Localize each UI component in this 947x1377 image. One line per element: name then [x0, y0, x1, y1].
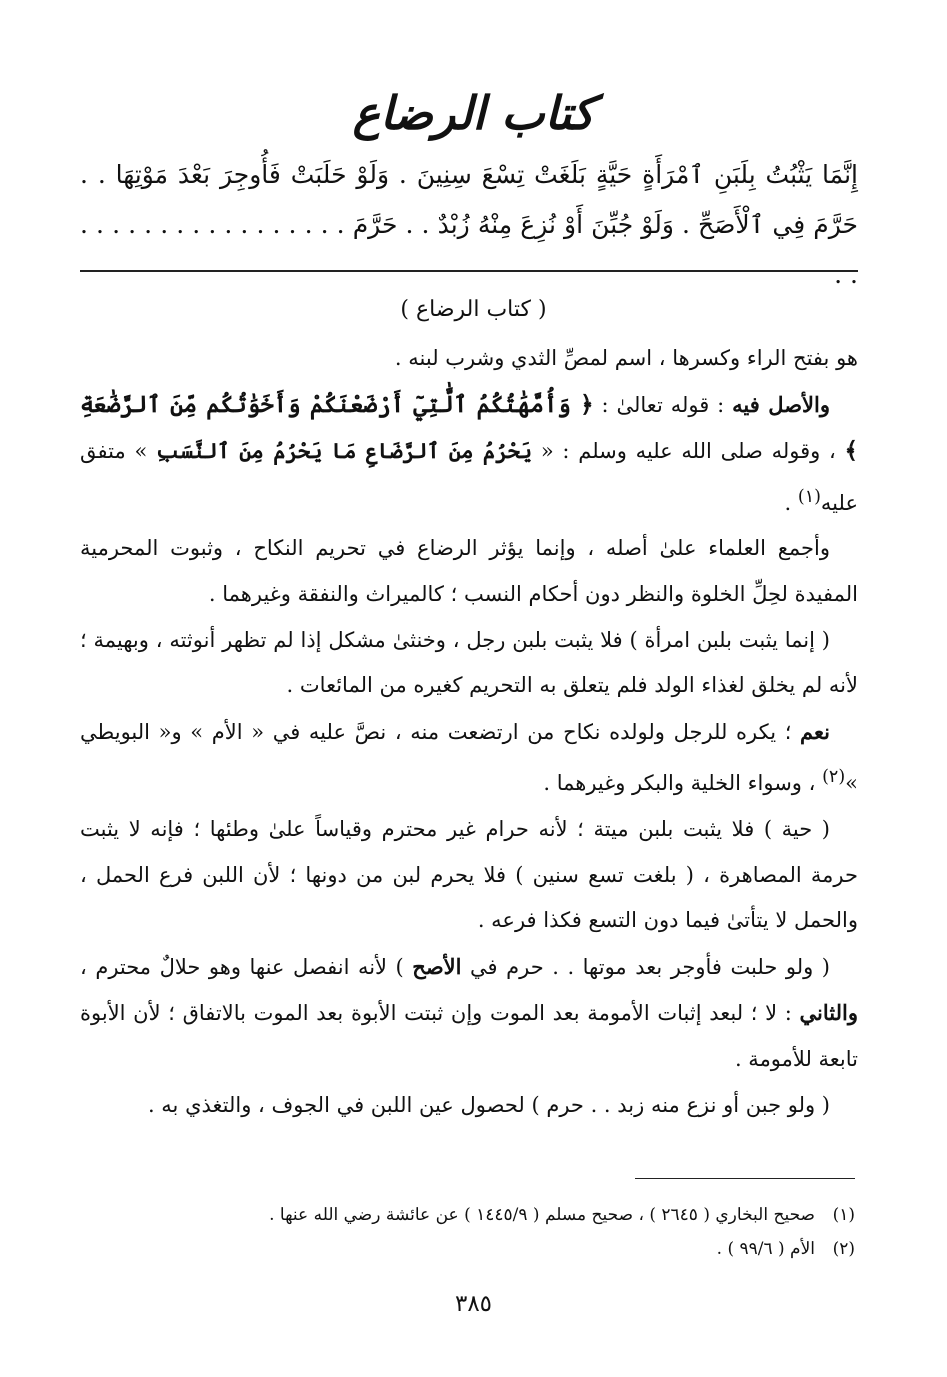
footnote-divider: [635, 1178, 855, 1179]
hadith-text: يَحْرُمُ مِنَ ٱلرَّضَاعِ مَا يَحْرُمُ مِنَ ٱلنَّسَبِ: [156, 438, 533, 464]
paragraph-3: وأجمع العلماء علىٰ أصله ، وإنما يؤثر الرضاع في تحريم النكاح ، وثبوت المحرمية المفيدة لحِلِّ الخلوة والنظر دون أحكام النسب ؛ كالميراث والنفقة وغيرهما .: [80, 536, 858, 606]
sharh-heading: ( كتاب الرضاع ): [400, 297, 547, 322]
bold-term: والأصل فيه: [732, 391, 830, 417]
paragraph-text: ، وقوله صلى الله عليه وسلم : «: [532, 439, 845, 464]
section-divider: [80, 270, 858, 272]
paragraph-1: هو بفتح الراء وكسرها ، اسم لمصِّ الثدي وشرب لبنه .: [394, 346, 858, 370]
footnote-ref-2[interactable]: (٢): [822, 767, 846, 788]
footnote-text: الأم ( ٩٩/٦ ) .: [716, 1239, 815, 1259]
paragraph-text: : قوله تعالىٰ :: [593, 392, 733, 417]
footnote-1: [80, 1198, 855, 1232]
footnote-number: (٢): [832, 1239, 855, 1259]
footnote-number: (١): [832, 1205, 855, 1225]
paragraph-text: : لا ؛ لبعد إثبات الأمومة بعد الموت وإن ثبتت الأبوة بعد الموت بالاتفاق ؛ لأن الأبوة تابعة للأمومة .: [80, 1001, 858, 1071]
paragraph-6: ( حية ) فلا يثبت بلبن ميتة ؛ لأنه حرام غير محترم وقياساً علىٰ وطئها ؛ فإنه لا يثبت حرمة المصاهرة ، ( بلغت تسع سنين ) فلا يحرم لبن من دونها ؛ لأن اللبن فرع الحمل ، والحمل لا يتأتىٰ فيما دون التسع فكذا فرعه .: [80, 816, 858, 933]
paragraph-text: .: [784, 490, 798, 515]
paragraph-text: ( ولو حلبت فأوجر بعد موتها . . حرم في: [461, 954, 830, 979]
paragraph-7: [80, 944, 858, 1083]
chapter-title: كتاب الرضاع: [352, 86, 595, 140]
paragraph-text: ؛ يكره للرجل ولولده نكاح من ارتضعت منه ، نصَّ عليه في « الأم » و« البويطي »: [80, 719, 858, 796]
matn-text: إِنَّمَا يَثْبُتُ بِلَبَنِ ٱمْرَأَةٍ حَيَّةٍ بَلَغَتْ تِسْعَ سِنِينَ . وَلَوْ حَلَبَتْ فَأُوجِرَ بَعْدَ مَوْتِهَا . . حَرَّمَ فِي ٱلْأَصَحِّ . وَلَوْ جُبِّنَ أَوْ نُزِعَ مِنْهُ زُبْدٌ . . حَرَّمَ . . . . . . . . . . . . . . . . . . .: [80, 160, 858, 289]
quran-verse: ﴿ وَأُمَّهَٰتُكُمُ ٱلَّٰتِيٓ أَرْضَعْنَكُمْ وَأَخَوَٰتُكُم مِّنَ ٱلرَّضَٰعَةِ ﴾: [80, 390, 858, 465]
bold-term: الأصح: [412, 953, 462, 979]
bold-term: نعم: [800, 718, 830, 744]
footnote-ref-1[interactable]: (١): [797, 486, 821, 507]
paragraph-text: ) لأنه انفصل عنها وهو حلالٌ محترم ،: [80, 954, 413, 979]
paragraph-4: ( إنما يثبت بلبن امرأة ) فلا يثبت بلبن رجل ، وخنثىٰ مشكل إذا لم تظهر أنوثته ، وبهيمة ؛ لأنه لم يخلق لغذاء الولد فلم يتعلق به التحريم كغيره من المائعات .: [80, 627, 858, 698]
paragraph-8: ( ولو جبن أو نزع منه زبد . . حرم ) لحصول عين اللبن في الجوف ، والتغذي به .: [147, 1092, 830, 1117]
sharh-body: [80, 336, 858, 1128]
paragraph-5: [80, 709, 858, 807]
bold-term: والثاني: [799, 1000, 858, 1026]
page-number: ٣٨٥: [454, 1291, 493, 1317]
paragraph-2: [80, 382, 858, 527]
footnote-2: [80, 1232, 855, 1266]
footnotes: [80, 1198, 855, 1266]
paragraph-text: ، وسواء الخلية والبكر وغيرهما .: [543, 771, 823, 796]
footnote-text: صحيح البخاري ( ٢٦٤٥ ) ، صحيح مسلم ( ١٤٤٥/٩ ) عن عائشة رضي الله عنها .: [269, 1205, 815, 1225]
paragraph-text: » متفق عليه: [80, 439, 858, 515]
